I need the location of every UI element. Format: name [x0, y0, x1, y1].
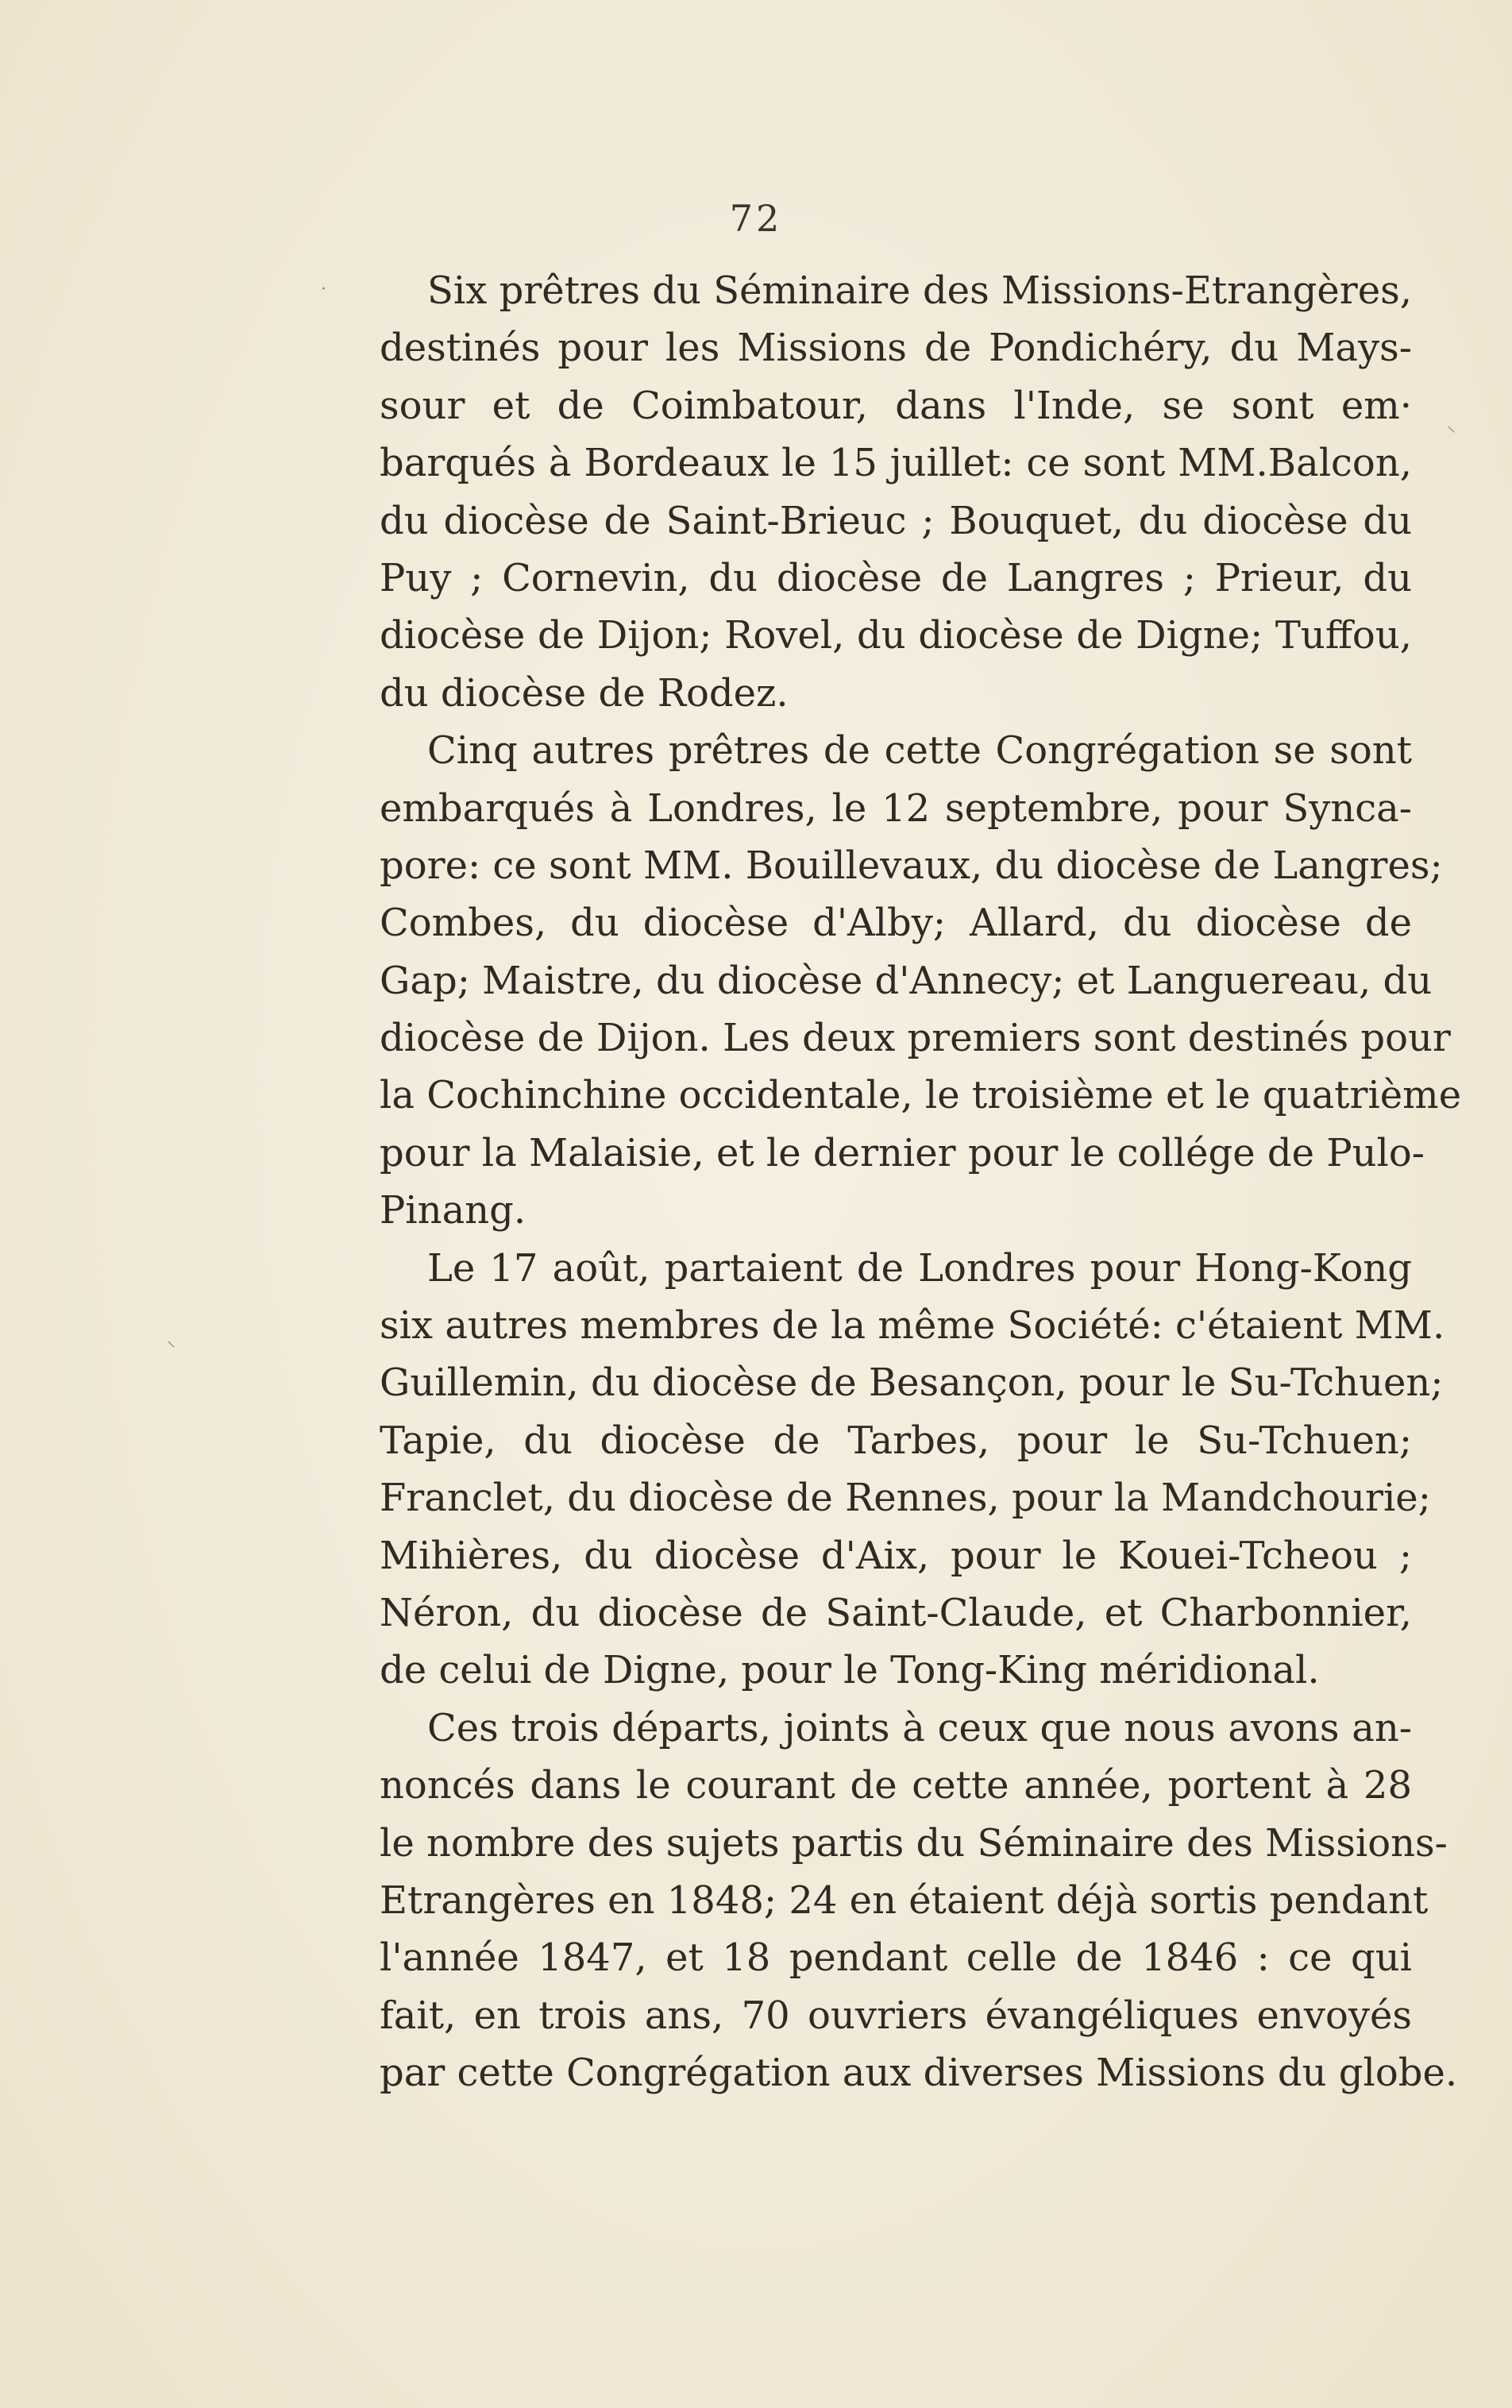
text-line: Six prêtres du Séminaire des Missions-Etrangères, — [427, 268, 1412, 313]
text-line: Gap; Maistre, du diocèse d'Annecy; et Languereau, du — [380, 958, 1433, 1003]
text-line: sour et de Coimbatour, dans l'Inde, se sont em· — [380, 383, 1412, 428]
margin-mark: ⸜ — [1447, 416, 1456, 436]
text-line: Etrangères en 1848; 24 en étaient déjà sortis pendant — [380, 1877, 1429, 1923]
body-text — [380, 262, 1462, 2102]
page-number: 72 — [729, 197, 783, 240]
text-line: Cinq autres prêtres de cette Congrégation se sont — [427, 728, 1412, 774]
text-line: Néron, du diocèse de Saint-Claude, et Charbonnier, — [380, 1590, 1412, 1635]
text-line: diocèse de Dijon. Les deux premiers sont destinés pour — [380, 1016, 1451, 1061]
text-line: pore: ce sont MM. Bouillevaux, du diocèse de Langres; — [380, 843, 1443, 888]
text-line: Pinang. — [380, 1188, 526, 1233]
text-line: noncés dans le courant de cette année, portent à 28 — [380, 1763, 1412, 1808]
text-line: du diocèse de Rodez. — [380, 670, 789, 716]
text-line: Ces trois départs, joints à ceux que nous avons an- — [427, 1705, 1412, 1750]
text-line: barqués à Bordeaux le 15 juillet: ce sont MM.Balcon, — [380, 441, 1412, 486]
text-line: Le 17 août, partaient de Londres pour Hong-Kong — [427, 1245, 1412, 1291]
text-line: diocèse de Dijon; Rovel, du diocèse de Digne; Tuffou, — [380, 613, 1412, 658]
text-line: Tapie, du diocèse de Tarbes, pour le Su-Tchuen; — [380, 1418, 1412, 1463]
text-line: le nombre des sujets partis du Séminaire des Missions- — [380, 1820, 1448, 1866]
text-line: du diocèse de Saint-Brieuc ; Bouquet, du diocèse du — [380, 498, 1412, 543]
text-line: Mihières, du diocèse d'Aix, pour le Kouei-Tcheou ; — [380, 1533, 1412, 1578]
text-line: la Cochinchine occidentale, le troisième et le quatrième — [380, 1073, 1462, 1118]
text-line: Puy ; Cornevin, du diocèse de Langres ; Prieur, du — [380, 555, 1412, 600]
text-line: six autres membres de la même Société: c'étaient MM. — [380, 1303, 1445, 1349]
text-line: Franclet, du diocèse de Rennes, pour la Mandchourie; — [380, 1476, 1431, 1521]
text-line: Guillemin, du diocèse de Besançon, pour le Su-Tchuen; — [380, 1360, 1444, 1406]
text-line: destinés pour les Missions de Pondichéry, du Mays- — [380, 326, 1412, 371]
text-line: l'année 1847, et 18 pendant celle de 1846 : ce qui — [380, 1935, 1412, 1981]
text-line: Combes, du diocèse d'Alby; Allard, du diocèse de — [380, 901, 1412, 946]
text-line: embarqués à Londres, le 12 septembre, pour Synca- — [380, 785, 1412, 831]
text-line: pour la Malaisie, et le dernier pour le collége de Pulo- — [380, 1130, 1425, 1175]
margin-mark: ⸜ — [167, 1331, 176, 1351]
text-line: fait, en trois ans, 70 ouvriers évangéliques envoyés — [380, 1993, 1412, 2038]
margin-mark: · — [321, 280, 326, 299]
text-line: par cette Congrégation aux diverses Missions du globe. — [380, 2051, 1458, 2096]
text-line: de celui de Digne, pour le Tong-King méridional. — [380, 1648, 1320, 1693]
